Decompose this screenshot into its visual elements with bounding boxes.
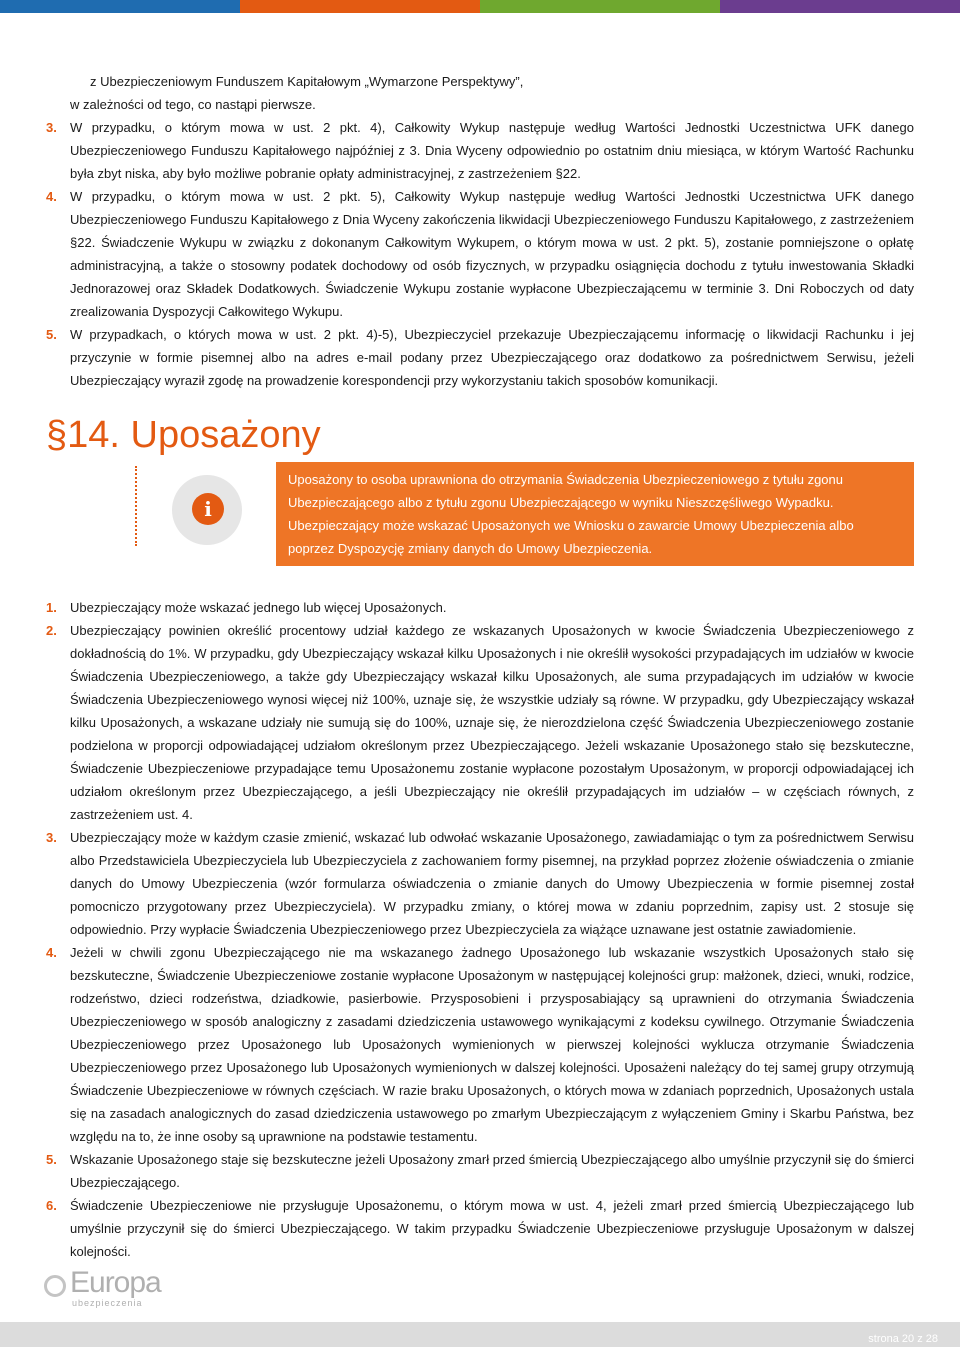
list-item-number: 4. bbox=[46, 945, 57, 960]
list-item bbox=[46, 323, 914, 392]
logo-subtext: ubezpieczenia bbox=[72, 1298, 143, 1308]
list-item-number: 3. bbox=[46, 830, 57, 845]
list-item-text: W przypadku, o którym mowa w ust. 2 pkt. 4), Całkowity Wykup następuje według Wartości Jednostki Uczestnictwa UFK danego Ubezpieczeniowego Funduszu Kapitałowego najpóźniej z 3. Dnia Wyceny odpowiednio po ostatnim dniu miesiąca, w którym Wartość Rachunku była zbyt niska, aby było możliwe pobranie opłaty administracyjnej, z zastrzeżeniem §22. bbox=[70, 120, 914, 181]
logo-text: Europa bbox=[70, 1266, 161, 1299]
list-item bbox=[46, 596, 914, 619]
list-item bbox=[46, 1194, 914, 1263]
list-item bbox=[46, 941, 914, 1148]
top-bar-orange bbox=[240, 0, 480, 13]
footer-bar bbox=[0, 1322, 960, 1347]
list-item-number: 6. bbox=[46, 1198, 57, 1213]
list-item-text: W przypadkach, o których mowa w ust. 2 pkt. 4)-5), Ubezpieczyciel przekazuje Ubezpieczającemu informację o likwidacji Rachunku i jej przyczynie w formie pisemnej albo na adres e-mail podany przez Ubezpieczającego oraz dodatkowo za pośrednictwem Serwisu, jeżeli Ubezpieczający wyraził zgodę na prowadzenie korespondencji przy wykorzystaniu takich sposobów komunikacji. bbox=[70, 327, 914, 388]
list-item-number: 1. bbox=[46, 600, 57, 615]
info-icon: i bbox=[192, 493, 224, 525]
top-bar-green bbox=[480, 0, 720, 13]
list-item-number: 3. bbox=[46, 120, 57, 135]
definition-box bbox=[276, 462, 914, 566]
list-item-number: 4. bbox=[46, 189, 57, 204]
list-item-text: Świadczenie Ubezpieczeniowe nie przysługuje Uposażonemu, o którym mowa w ust. 4, jeżeli zmarł przed śmiercią Ubezpieczającego lub umyślnie przyczynił się do śmierci Ubezpieczającego. W takim przypadku Świadczenie Ubezpieczeniowe przysługuje Uposażonym w dalszej kolejności. bbox=[70, 1198, 914, 1259]
list-item-text: Ubezpieczający może w każdym czasie zmienić, wskazać lub odwołać wskazanie Uposażonego, zawiadamiając o tym za pośrednictwem Serwisu albo Przedstawiciela Ubezpieczyciela lub Ubezpieczyciela z zachowaniem formy pisemnej, na przykład poprzez złożenie oświadczenia o zmianie danych do Umowy Ubezpieczenia (wzór formularza oświadczenia o zmianie danych do Umowy Ubezpieczenia w formie pisemnej został pomocniczo przygotowany przez Ubezpieczyciela). W przypadku zmiany, o której mowa w zdaniu poprzednim, zapisy ust. 2 stosuje się odpowiednio. Przy wypłacie Świadczenia Ubezpieczeniowego przez Ubezpieczyciela za wiążące uznawane jest ostatnie zawiadomienie. bbox=[70, 830, 914, 937]
list-item bbox=[46, 619, 914, 826]
top-bar-blue bbox=[0, 0, 240, 13]
logo-mark-icon bbox=[44, 1275, 66, 1297]
list-item-number: 2. bbox=[46, 623, 57, 638]
list-item-text: Ubezpieczający powinien określić procentowy udział każdego ze wskazanych Uposażonych w kwocie Świadczenia Ubezpieczeniowego z dokładnością do 1%. W przypadku, gdy Ubezpieczający wskazał kilku Uposażonych i nie określił wysokości przypadających im udziałów w kwocie Świadczenia Ubezpieczeniowego, a także gdy Ubezpieczający wskazał kilku Uposażonych, ale suma przypadających im udziałów w kwocie Świadczenia Ubezpieczeniowego wynosi więcej niż 100%, uznaje się, że wszystkie udziały są równe. W przypadku, gdy Ubezpieczający wskazał kilku Uposażonych, a wskazane udziały nie sumują się do 100%, uznaje się, że nierozdzielona część Świadczenia Ubezpieczeniowego zostanie podzielona w proporcji odpowiadającej udziałom określonym przez Ubezpieczającego. Jeżeli wskazanie Uposażonego stało się bezskuteczne, Świadczenie Ubezpieczeniowe przypadające temu Uposażonemu zostanie wypłacone pozostałym Uposażonym, w proporcji odpowiadającej ich udziałom określonym przez Ubezpieczającego, a jeśli Ubezpieczający nie określił przypadających im udziałów – w częściach równych, z zastrzeżeniem ust. 4. bbox=[70, 623, 914, 822]
list-item bbox=[46, 826, 914, 941]
definition-text: Uposażony to osoba uprawniona do otrzymania Świadczenia Ubezpieczeniowego z tytułu zgonu Ubezpieczającego albo z tytułu zgonu Ubezpieczającego w wyniku Nieszczęśliwego Wypadku. Ubezpieczający może wskazać Uposażonych we Wniosku o zawarcie Umowy Ubezpieczenia albo poprzez Dyspozycję zmiany danych do Umowy Ubezpieczenia. bbox=[288, 472, 854, 556]
continuation-line-2: w zależności od tego, co nastąpi pierwsze. bbox=[70, 97, 316, 112]
list-item bbox=[46, 116, 914, 185]
continuation-line-1: z Ubezpieczeniowym Funduszem Kapitałowym „Wymarzone Perspektywy”, bbox=[90, 74, 524, 89]
section-title: §14. Uposażony bbox=[46, 414, 321, 456]
list-item-text: Jeżeli w chwili zgonu Ubezpieczającego nie ma wskazanego żadnego Uposażonego lub wskazanie wszystkich Uposażonych stało się bezskuteczne, Świadczenie Ubezpieczeniowe zostanie wypłacone Uposażonym w następującej kolejności grup: małżonek, dzieci, wnuki, rodzice, rodzeństwo, dzieci rodzeństwa, dziadkowie, pasierbowie. Przysposobieni i przysposabiający są uprawnieni do otrzymania Świadczenia Ubezpieczeniowego w sposób analogiczny z zasadami dziedziczenia ustawowego wynikającymi z kodeksu cywilnego. Otrzymanie Świadczenia Ubezpieczeniowego przez Uposażonego lub Uposażonych wymienionych w pierwszej kolejności wyklucza otrzymanie Świadczenia Ubezpieczeniowego przez Uposażonego lub Uposażonych wymienionych w dalszej kolejności. Uposażeni należący do tej samej grupy otrzymują Świadczenie Ubezpieczeniowe w równych częściach. W razie braku Uposażonych, o których mowa w zdaniach poprzednich, Uposażonych ustala się na zasadach analogicznych do zasad dziedziczenia ustawowego po zmarłym Ubezpieczającym z wyłączeniem Gminy i Skarbu Państwa, bez względu na to, że inne osoby są uprawnione na podstawie testamentu. bbox=[70, 945, 914, 1144]
list-item-text: W przypadku, o którym mowa w ust. 2 pkt. 5), Całkowity Wykup następuje według Wartości Jednostki Uczestnictwa UFK danego Ubezpieczeniowego Funduszu Kapitałowego z Dnia Wyceny zakończenia likwidacji Ubezpieczeniowego Funduszu Kapitałowego, z zastrzeżeniem §22. Świadczenie Wykupu w związku z dokonanym Całkowitym Wykupem, o którym mowa w ust. 2 pkt. 5), zostanie pomniejszone o opłatę administracyjną, a także o stosowny podatek dochodowy od osób fizycznych, w przypadku osiągnięcia dochodu z tytułu inwestowania Składki Jednorazowej oraz Składek Dodatkowych. Świadczenie Wykupu zostanie wypłacone Ubezpieczającemu w terminie 3. Dni Roboczych od daty zrealizowania Dyspozycji Całkowitego Wykupu. bbox=[70, 189, 914, 319]
page-number: strona 20 z 28 bbox=[868, 1333, 938, 1345]
top-color-bar bbox=[0, 0, 960, 13]
dotted-divider bbox=[135, 466, 137, 546]
list-item-text: Wskazanie Uposażonego staje się bezskuteczne jeżeli Uposażony zmarł przed śmiercią Ubezpieczającego albo umyślnie przyczynił się do śmierci Ubezpieczającego. bbox=[70, 1152, 914, 1190]
list-item-number: 5. bbox=[46, 327, 57, 342]
list-item-text: Ubezpieczający może wskazać jednego lub więcej Uposażonych. bbox=[70, 600, 447, 615]
top-content bbox=[46, 70, 914, 392]
list-item bbox=[46, 1148, 914, 1194]
list-item bbox=[46, 185, 914, 323]
list-item-number: 5. bbox=[46, 1152, 57, 1167]
section-list bbox=[46, 596, 914, 1263]
top-bar-purple bbox=[720, 0, 960, 13]
